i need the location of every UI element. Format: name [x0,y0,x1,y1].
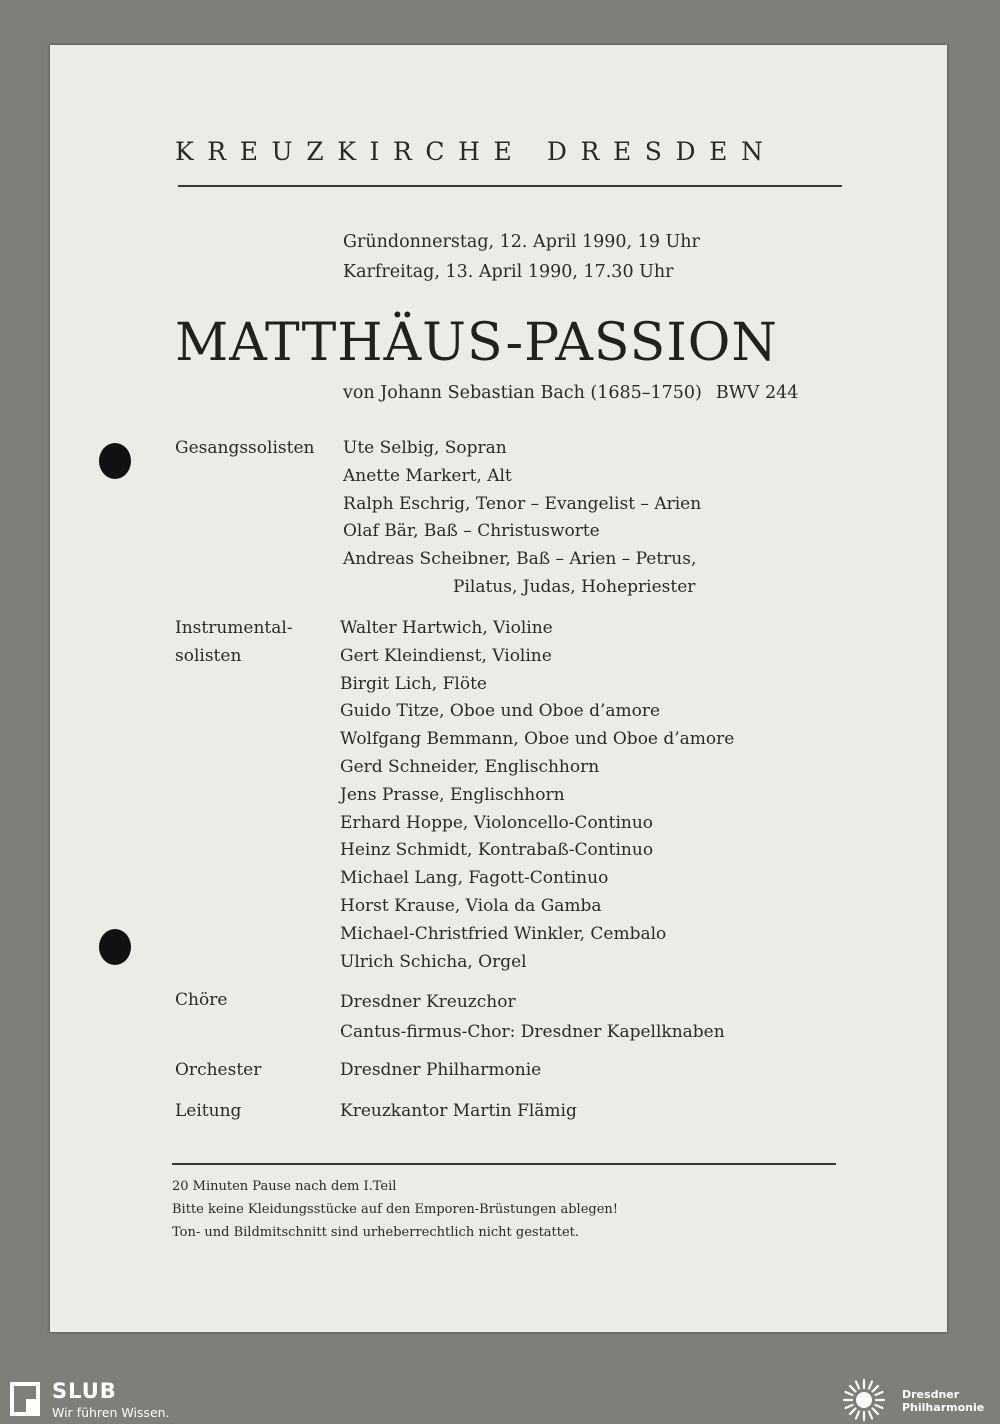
footnote-line: 20 Minuten Pause nach dem I.Teil [172,1179,397,1194]
composer-line [343,383,798,403]
list-item: Heinz Schmidt, Kontrabaß-Continuo [340,840,654,861]
footnote-line: Ton- und Bildmitschnitt sind urheberrechtlich nicht gestattet. [172,1225,580,1240]
list-item: Guido Titze, Oboe und Oboe d’amore [340,701,661,722]
choirs-label: Chöre [175,990,228,1010]
partner-name [902,1388,984,1414]
date-line: Karfreitag, 13. April 1990, 17.30 Uhr [343,262,674,282]
footer-rule [172,1163,836,1165]
label-line: solisten [175,645,242,666]
library-tagline: Wir führen Wissen. [52,1405,170,1420]
footnotes [172,1175,618,1244]
list-item: Ulrich Schicha, Orgel [340,951,527,972]
work-title: MATTHÄUS-PASSION [175,313,778,373]
list-item: Michael Lang, Fagott-Continuo [340,868,609,889]
viewer-footer-bar [0,1374,1000,1424]
performance-dates [343,227,700,287]
list-item: Birgit Lich, Flöte [340,673,487,694]
catalog-number: BWV 244 [715,383,799,403]
footnote-line: Bitte keine Kleidungsstücke auf den Emporen-Brüstungen ablegen! [172,1202,619,1217]
program-sheet [50,45,947,1332]
partner-name-line: Dresdner [902,1388,960,1401]
vocal-soloists-label: Gesangssolisten [175,438,315,458]
punch-hole-bottom [99,929,131,965]
conductor-name: Kreuzkantor Martin Flämig [340,1101,577,1121]
list-item: Anette Markert, Alt [343,465,512,486]
philharmonie-sunburst-icon [842,1378,886,1422]
punch-hole-top [99,443,131,479]
instrumental-soloists-label [175,615,293,671]
header-rule [178,185,842,187]
list-item: Olaf Bär, Baß – Christusworte [343,521,600,542]
list-item: Andreas Scheibner, Baß – Arien – Petrus, [343,549,697,570]
list-item: Cantus-firmus-Chor: Dresdner Kapellknaben [340,1022,725,1042]
instrumental-soloists-list [340,615,734,976]
orchestra-label: Orchester [175,1060,262,1080]
choirs-list [340,987,725,1047]
list-item-continuation: Pilatus, Judas, Hohepriester [453,576,696,597]
list-item: Gert Kleindienst, Violine [340,645,552,666]
list-item: Wolfgang Bemmann, Oboe und Oboe d’amore [340,729,735,750]
conductor-label: Leitung [175,1101,242,1121]
list-item: Ralph Eschrig, Tenor – Evangelist – Arien [343,493,702,514]
vocal-soloists-list [343,435,701,602]
date-line: Gründonnerstag, 12. April 1990, 19 Uhr [343,232,700,252]
orchestra-name: Dresdner Philharmonie [340,1060,542,1080]
list-item: Gerd Schneider, Englischhorn [340,756,600,777]
list-item: Jens Prasse, Englischhorn [340,784,565,805]
slub-logo-icon [10,1382,40,1416]
list-item: Dresdner Kreuzchor [340,992,516,1012]
list-item: Michael-Christfried Winkler, Cembalo [340,923,667,944]
venue-title: KREUZKIRCHE DRESDEN [175,137,777,166]
list-item: Ute Selbig, Sopran [343,438,507,458]
partner-name-line: Philharmonie [902,1401,985,1414]
label-line: Instrumental- [175,618,293,638]
list-item: Erhard Hoppe, Violoncello-Continuo [340,812,654,833]
list-item: Horst Krause, Viola da Gamba [340,895,602,916]
composer-text: von Johann Sebastian Bach (1685–1750) [343,383,702,403]
list-item: Walter Hartwich, Violine [340,618,553,638]
library-name: SLUB [52,1379,117,1403]
